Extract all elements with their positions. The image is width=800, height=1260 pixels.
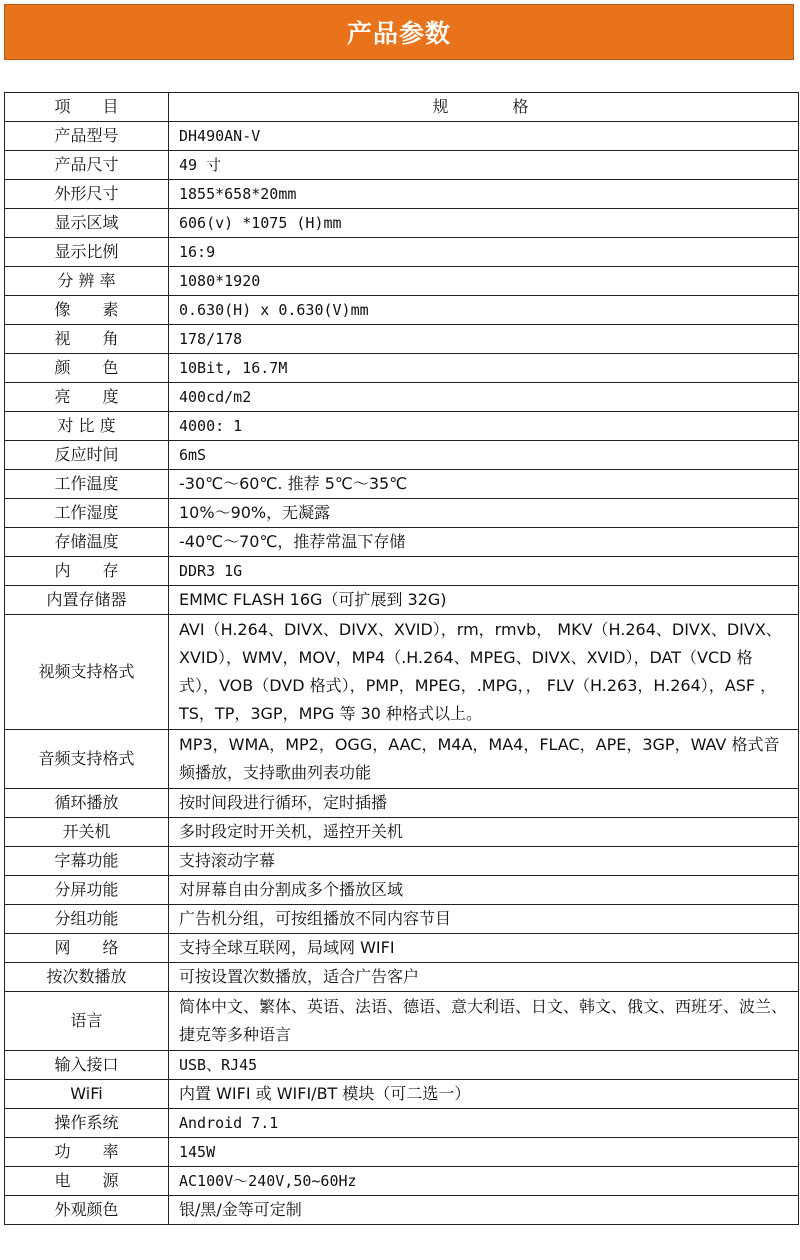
table-row [5,383,799,412]
table-row [5,151,799,180]
row-key: 对 比 度 [5,412,169,441]
row-key: 分组功能 [5,905,169,934]
row-value: -30℃～60℃. 推荐 5℃～35℃ [169,470,799,499]
row-value: 1855*658*20mm [169,180,799,209]
row-value: 10%～90%，无凝露 [169,499,799,528]
table-row [5,180,799,209]
row-value: 对屏幕自由分割成多个播放区域 [169,876,799,905]
row-key: 电 源 [5,1167,169,1196]
row-value: MP3，WMA，MP2，OGG，AAC，M4A，MA4，FLAC，APE，3GP，WAV 格式音频播放，支持歌曲列表功能 [169,730,799,789]
row-key: 工作温度 [5,470,169,499]
table-row [5,1080,799,1109]
row-value: 支持滚动字幕 [169,847,799,876]
row-key: 工作湿度 [5,499,169,528]
table-row [5,354,799,383]
row-value: 可按设置次数播放，适合广告客户 [169,963,799,992]
row-key: 产品尺寸 [5,151,169,180]
row-key: 输入接口 [5,1051,169,1080]
row-value: 10Bit, 16.7M [169,354,799,383]
row-value: AVI（H.264、DIVX、DIVX、XVID），rm，rmvb， MKV（H.264、DIVX、DIVX、XVID），WMV，MOV，MP4（.H.264、MPEG、DIVX、XVID），DAT（VCD 格式），VOB（DVD 格式），PMP，MPEG，.MPG，， FLV（H.263，H.264），ASF ，TS，TP，3GP，MPG 等 30 种格式以上。 [169,615,799,730]
row-value: 1080*1920 [169,267,799,296]
row-value: 广告机分组，可按组播放不同内容节目 [169,905,799,934]
table-row [5,441,799,470]
row-key: 像 素 [5,296,169,325]
table-row [5,992,799,1051]
row-key: 分 辨 率 [5,267,169,296]
row-key: 视频支持格式 [5,615,169,730]
row-key: 视 角 [5,325,169,354]
table-row [5,238,799,267]
table-row [5,1109,799,1138]
row-value: Android 7.1 [169,1109,799,1138]
row-key: 音频支持格式 [5,730,169,789]
table-row [5,528,799,557]
row-key: 功 率 [5,1138,169,1167]
row-key: 产品型号 [5,122,169,151]
row-value: 多时段定时开关机，遥控开关机 [169,818,799,847]
row-value: 178/178 [169,325,799,354]
row-value: 606(v) *1075 (H)mm [169,209,799,238]
row-key: 内 存 [5,557,169,586]
table-row [5,412,799,441]
row-value: 内置 WIFI 或 WIFI/BT 模块（可二选一） [169,1080,799,1109]
row-key: 循环播放 [5,789,169,818]
row-key: 语言 [5,992,169,1051]
table-row [5,499,799,528]
table-row [5,325,799,354]
table-header-row [5,93,799,122]
row-key: 外观颜色 [5,1196,169,1225]
spec-table-body [5,93,799,1225]
table-row [5,905,799,934]
row-key: 网 络 [5,934,169,963]
table-row [5,963,799,992]
page-title: 产品参数 [346,19,451,48]
row-value: DDR3 1G [169,557,799,586]
row-key: 按次数播放 [5,963,169,992]
header-key-cell: 项 目 [5,93,169,122]
table-row [5,267,799,296]
row-value: 400cd/m2 [169,383,799,412]
row-key: 开关机 [5,818,169,847]
row-value: EMMC FLASH 16G（可扩展到 32G) [169,586,799,615]
row-value: -40℃～70℃，推荐常温下存储 [169,528,799,557]
row-value: 6mS [169,441,799,470]
table-row [5,586,799,615]
row-value: AC100V～240V,50~60Hz [169,1167,799,1196]
row-value: 49 寸 [169,151,799,180]
header-value-cell: 规 格 [169,93,799,122]
table-row [5,876,799,905]
row-value: USB、RJ45 [169,1051,799,1080]
table-row [5,730,799,789]
table-row [5,818,799,847]
row-key: 分屏功能 [5,876,169,905]
table-row [5,557,799,586]
row-value: 4000: 1 [169,412,799,441]
row-key: 外形尺寸 [5,180,169,209]
title-banner [4,4,794,60]
row-key: 显示区域 [5,209,169,238]
spec-table [4,92,799,1225]
row-key: 亮 度 [5,383,169,412]
table-row [5,122,799,151]
table-row [5,847,799,876]
row-value: 按时间段进行循环，定时插播 [169,789,799,818]
table-row [5,1138,799,1167]
row-value: 16:9 [169,238,799,267]
row-key: 反应时间 [5,441,169,470]
row-value: 0.630(H) x 0.630(V)mm [169,296,799,325]
row-value: DH490AN-V [169,122,799,151]
row-key: 操作系统 [5,1109,169,1138]
table-row [5,1167,799,1196]
row-key: 存储温度 [5,528,169,557]
table-row [5,1196,799,1225]
row-value: 支持全球互联网，局域网 WIFI [169,934,799,963]
table-row [5,1051,799,1080]
row-value: 简体中文、繁体、英语、法语、德语、意大利语、日文、韩文、俄文、西班牙、波兰、捷克等多种语言 [169,992,799,1051]
row-value: 银/黑/金等可定制 [169,1196,799,1225]
row-key: 字幕功能 [5,847,169,876]
row-key: 内置存储器 [5,586,169,615]
row-key: 显示比例 [5,238,169,267]
table-row [5,934,799,963]
row-value: 145W [169,1138,799,1167]
table-row [5,470,799,499]
table-row [5,615,799,730]
table-row [5,296,799,325]
table-row [5,789,799,818]
row-key: WiFi [5,1080,169,1109]
row-key: 颜 色 [5,354,169,383]
table-row [5,209,799,238]
